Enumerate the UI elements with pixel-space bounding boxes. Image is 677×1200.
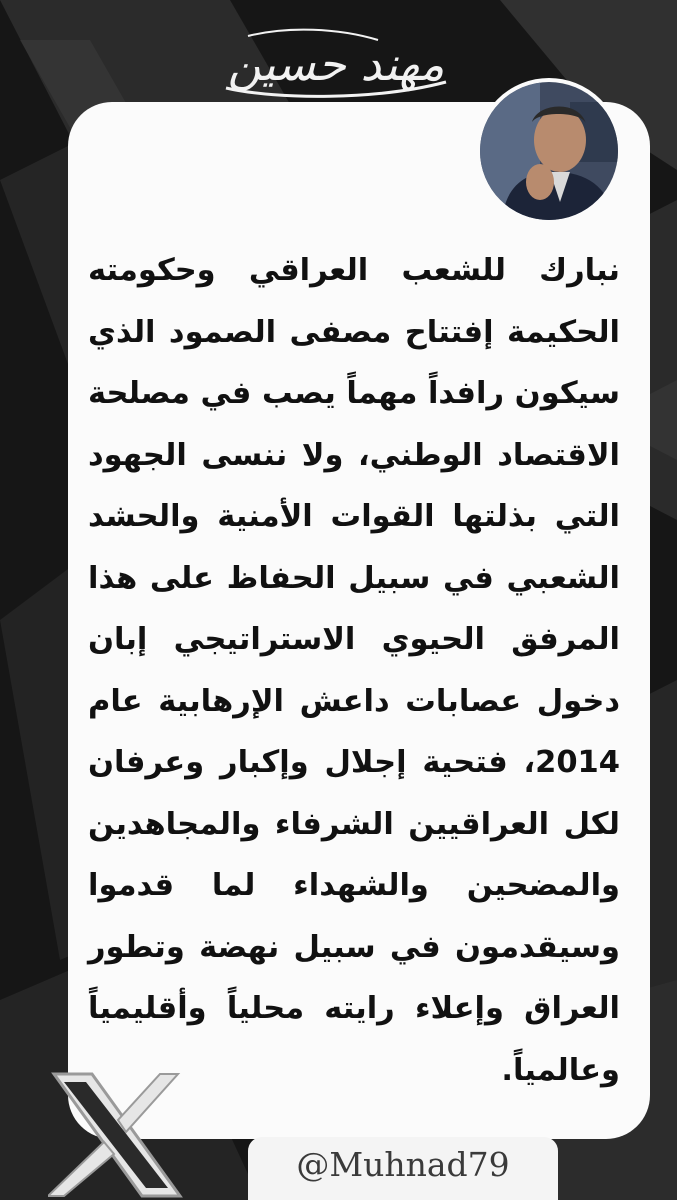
signature-text: مهند حسين bbox=[227, 37, 445, 91]
x-logo-icon bbox=[48, 1070, 186, 1200]
handle-badge bbox=[248, 1137, 558, 1200]
signature-calligraphy bbox=[208, 22, 464, 104]
handle-text: @Muhnad79 bbox=[296, 1145, 510, 1184]
avatar bbox=[476, 78, 622, 224]
post-body: نبارك للشعب العراقي وحكومته الحكيمة إفتتاح مصفى الصمود الذي سيكون رافداً مهماً يصب في مصلحة الاقتصاد الوطني، ولا ننسى الجهود التي بذلتها القوات الأمنية والحشد الشعبي في سبيل الحفاظ على هذا المرفق الحيوي الاستراتيجي إبان دخول عصابات داعش الإرهابية عام 2014، فتحية إجلال وإكبار وعرفان لكل العراقيين الشرفاء والمجاهدين والمضحين والشهداء لما قدموا وسيقدمون في سبيل نهضة وتطور العراق وإعلاء رايته محلياً وأقليمياً وعالمياً. bbox=[88, 253, 620, 1088]
